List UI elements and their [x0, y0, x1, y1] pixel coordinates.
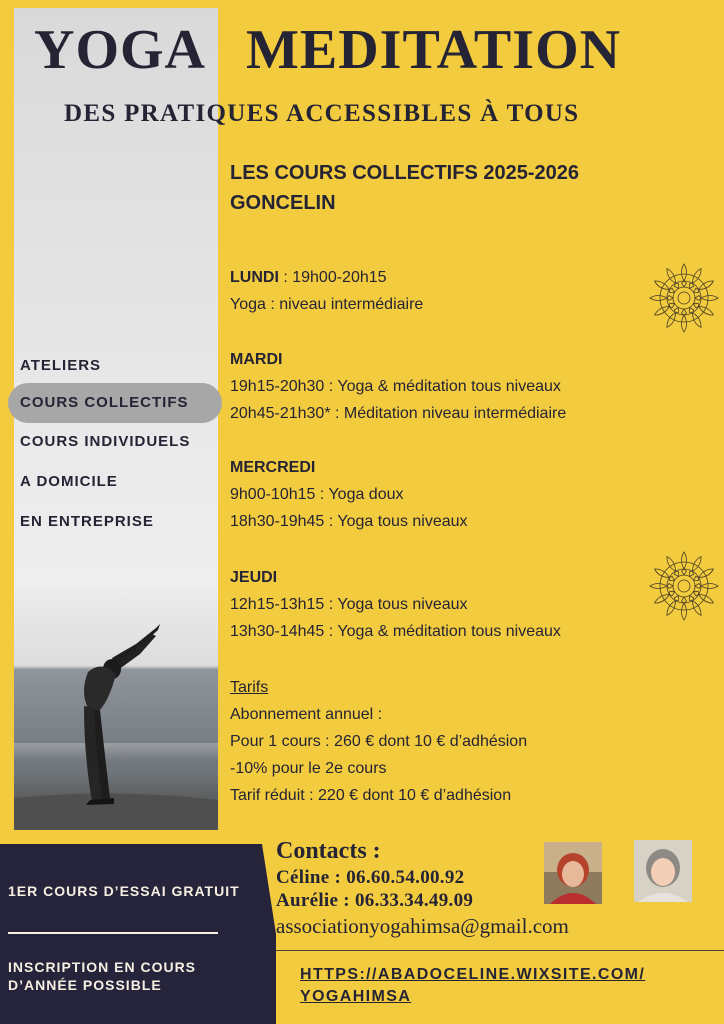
tarifs-line: -10% pour le 2e cours — [230, 760, 387, 777]
contact-email[interactable]: associationyogahimsa@gmail.com — [276, 914, 569, 938]
schedule-mardi — [230, 346, 690, 427]
lundi-line2: Yoga : niveau intermédiaire — [230, 296, 424, 313]
tarifs-line: Tarif réduit : 220 € dont 10 € d’adhésion — [230, 787, 512, 804]
menu-item-en-entreprise[interactable]: EN ENTREPRISE — [20, 513, 154, 530]
menu-item-cours-collectifs[interactable]: COURS COLLECTIFS — [8, 383, 222, 423]
website-link-line2[interactable]: YOGAHIMSA — [300, 988, 412, 1005]
avatar-celine-icon — [544, 842, 602, 904]
day-lundi: LUNDI — [230, 269, 279, 286]
tarifs — [230, 674, 690, 809]
contacts-title: Contacts : — [276, 838, 381, 864]
menu-item-ateliers[interactable]: ATELIERS — [20, 357, 102, 374]
day-mercredi: MERCREDI — [230, 459, 316, 476]
website-link[interactable] — [300, 964, 645, 1008]
avatar-aurelie-icon — [634, 840, 692, 902]
mandala-icon — [644, 228, 724, 368]
promo-panel-notch — [262, 844, 276, 1024]
promo-divider — [8, 932, 218, 934]
tarifs-line: Pour 1 cours : 260 € dont 10 € d’adhésion — [230, 733, 528, 750]
courses-title-line1: LES COURS COLLECTIFS 2025-2026 — [230, 162, 579, 184]
contacts — [276, 836, 569, 940]
jeudi-line2: 13h30-14h45 : Yoga & méditation tous niveaux — [230, 623, 561, 640]
promo-registration: INSCRIPTION EN COURS D’ANNÉE POSSIBLE — [8, 959, 197, 993]
mardi-line2: 20h45-21h30* : Méditation niveau intermédiaire — [230, 405, 567, 422]
tarifs-title: Tarifs — [230, 679, 269, 696]
tarifs-line: Abonnement annuel : — [230, 706, 383, 723]
promo-free-trial: 1ER COURS D’ESSAI GRATUIT — [8, 883, 240, 899]
mandala-icon — [644, 516, 724, 656]
schedule-lundi — [230, 264, 690, 318]
mercredi-line2: 18h30-19h45 : Yoga tous niveaux — [230, 513, 468, 530]
contact-celine[interactable]: Céline : 06.60.54.00.92 — [276, 867, 465, 888]
courses-title-line2: GONCELIN — [230, 192, 336, 214]
lundi-time: : 19h00-20h15 — [278, 269, 387, 286]
title-meditation: MEDITATION — [246, 19, 622, 81]
website-link-line1[interactable]: HTTPS://ABADOCELINE.WIXSITE.COM/ — [300, 966, 646, 983]
promo-panel — [0, 844, 262, 1024]
schedule-mercredi — [230, 454, 690, 535]
lundi-line1 — [230, 264, 690, 291]
mercredi-line1: 9h00-10h15 : Yoga doux — [230, 486, 404, 503]
website-divider — [276, 950, 724, 951]
schedule-jeudi — [230, 564, 690, 645]
menu-item-cours-individuels[interactable]: COURS INDIVIDUELS — [20, 433, 191, 450]
day-mardi: MARDI — [230, 351, 283, 368]
title-yoga: YOGA — [34, 19, 206, 81]
jeudi-line1: 12h15-13h15 : Yoga tous niveaux — [230, 596, 468, 613]
day-jeudi: JEUDI — [230, 569, 278, 586]
menu-item-a-domicile[interactable]: A DOMICILE — [20, 473, 118, 490]
courses-title — [230, 158, 579, 218]
contact-aurelie[interactable]: Aurélie : 06.33.34.49.09 — [276, 890, 474, 911]
mardi-line1: 19h15-20h30 : Yoga & méditation tous niveaux — [230, 378, 561, 395]
subtitle: DES PRATIQUES ACCESSIBLES À TOUS — [64, 100, 580, 127]
